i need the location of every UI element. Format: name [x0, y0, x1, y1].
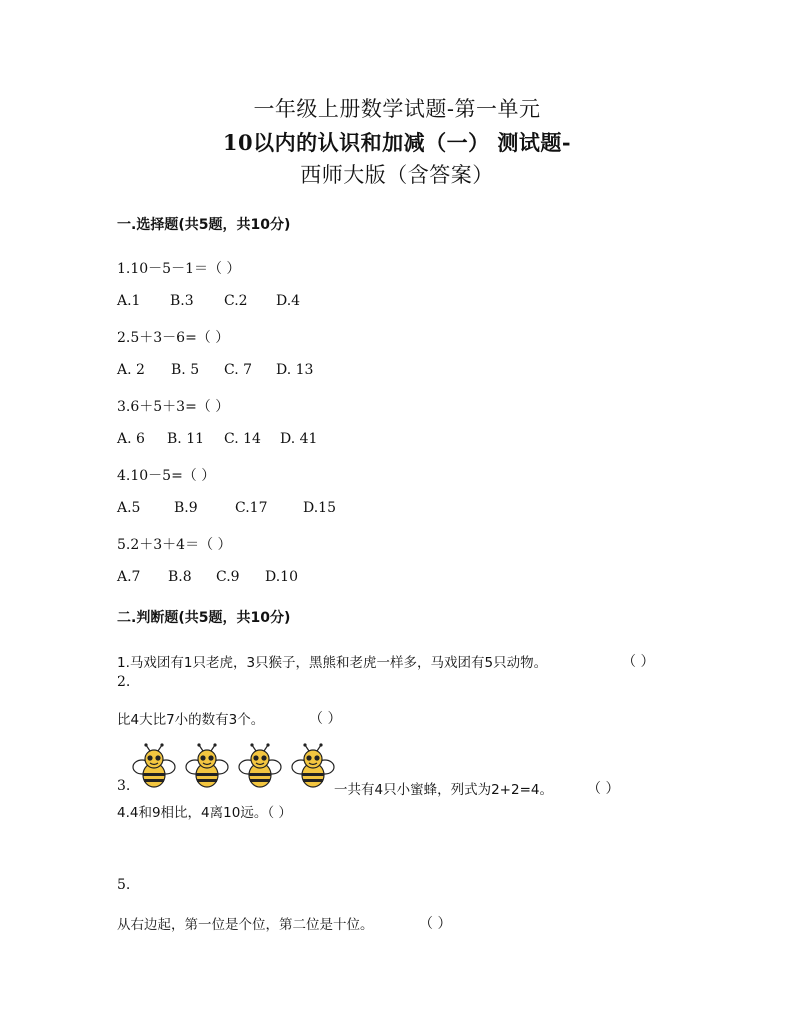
title-line-1: 一年级上册数学试题-第一单元 — [253, 97, 541, 121]
question-stem: 3.6＋5＋3=（ ） — [117, 399, 230, 415]
option-b: B. 5 — [171, 362, 200, 378]
option-a: A.5 — [117, 500, 141, 516]
option-c: C.9 — [216, 569, 240, 585]
bee-icon — [289, 743, 337, 791]
option-a: A.7 — [117, 569, 141, 585]
option-b: B.3 — [170, 293, 194, 309]
question-stem: 4.10－5=（ ） — [117, 468, 216, 484]
section-heading-judgment: 二.判断题(共5题，共10分) — [117, 610, 291, 626]
option-c: C.2 — [224, 293, 248, 309]
judgment-question-1: 1.马戏团有1只老虎，3只猴子，黑熊和老虎一样多，马戏团有5只动物。 — [117, 655, 548, 671]
answer-blank: （ ） — [419, 916, 452, 932]
title-line-3: 西师大版（含答案） — [300, 163, 494, 187]
judgment-number-2: 2. — [117, 674, 131, 690]
bee-icon — [130, 743, 178, 791]
option-d: D.10 — [265, 569, 298, 585]
option-d: D.15 — [303, 500, 336, 516]
bee-icon — [183, 743, 231, 791]
option-c: C.17 — [235, 500, 268, 516]
option-d: D. 13 — [276, 362, 314, 378]
option-c: C. 14 — [224, 431, 261, 447]
option-a: A.1 — [117, 293, 141, 309]
bee-icon — [236, 743, 284, 791]
option-d: D. 41 — [280, 431, 318, 447]
question-stem: 5.2＋3＋4＝（ ） — [117, 537, 232, 553]
judgment-question-5: 从右边起，第一位是个位，第二位是十位。 — [117, 917, 374, 933]
judgment-question-4: 4.4和9相比，4离10远。（ ） — [117, 805, 292, 821]
question-stem: 1.10－5－1＝（ ） — [117, 261, 241, 277]
option-c: C. 7 — [224, 362, 253, 378]
answer-blank: （ ） — [587, 781, 620, 797]
judgment-number-5: 5. — [117, 877, 131, 893]
option-b: B.8 — [168, 569, 192, 585]
judgment-question-3: 一共有4只小蜜蜂，列式为2+2=4。 — [334, 782, 553, 798]
section-heading-choice: 一.选择题(共5题，共10分) — [117, 217, 291, 233]
option-b: B.9 — [174, 500, 198, 516]
option-a: A. 6 — [117, 431, 145, 447]
judgment-question-2: 比4大比7小的数有3个。 — [117, 712, 265, 728]
question-stem: 2.5＋3－6=（ ） — [117, 330, 230, 346]
option-a: A. 2 — [117, 362, 145, 378]
answer-blank: （ ） — [622, 654, 655, 670]
bee-illustration — [130, 743, 340, 791]
title-line-2: 10以内的认识和加减（一） 测试题- — [222, 130, 572, 155]
judgment-number-3: 3. — [117, 778, 131, 794]
option-b: B. 11 — [167, 431, 205, 447]
answer-blank: （ ） — [309, 711, 342, 727]
option-d: D.4 — [276, 293, 301, 309]
